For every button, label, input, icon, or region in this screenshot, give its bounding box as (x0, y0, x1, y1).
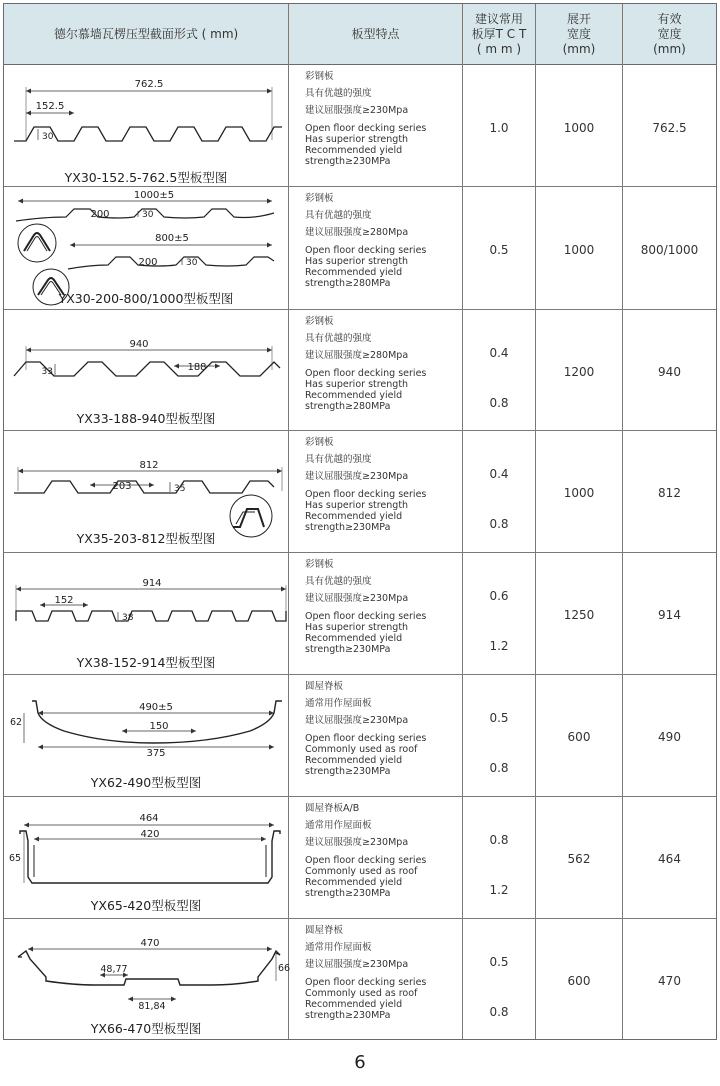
profile-caption: YX38-152-914型板型图 (76, 655, 216, 670)
dimension-label: 490±5 (139, 702, 173, 713)
header-effective-line1: 有效 (657, 11, 682, 26)
header-unfold-line1: 展开 (566, 11, 591, 26)
feature-cn-line: 通常用作屋面板 (305, 698, 372, 709)
header-thickness (463, 4, 535, 64)
header-unfold-width (536, 4, 622, 64)
feature-en-line: strength≥230MPa (305, 522, 391, 533)
effective-width-value: 940 (658, 365, 681, 379)
table-header (4, 4, 716, 65)
effective-width-value: 490 (658, 730, 681, 744)
effective-width-value: 464 (658, 852, 681, 866)
dimension-label: 38 (122, 613, 134, 623)
feature-cn-line: 圆屋脊板 (305, 681, 344, 692)
header-section-form (4, 4, 288, 64)
feature-cn-line: 彩钢板 (305, 316, 334, 327)
feature-en-line: strength≥230MPa (305, 1010, 391, 1021)
thickness-value: 0.8 (489, 1005, 509, 1019)
header-effective-width (623, 4, 716, 64)
feature-cn-line: 建议屈服强度≥230Mpa (305, 105, 409, 116)
header-thickness-line1: 建议常用 (474, 11, 523, 26)
dimension-label: 464 (139, 813, 159, 824)
profile-features (305, 193, 485, 289)
dimension-label: 62 (9, 717, 23, 728)
dimension-label: 152.5 (35, 101, 65, 112)
table-row (4, 919, 716, 1039)
dimension-label: 188 (187, 362, 207, 373)
effective-width-value: 812 (658, 486, 681, 500)
header-unfold-line3: (mm) (562, 41, 596, 56)
profile-diagram (4, 431, 288, 552)
profile-diagram (4, 919, 291, 1039)
dimension-label: 30 (42, 132, 54, 142)
dimension-label: 200 (138, 257, 158, 268)
feature-en-line: Commonly used as roof (305, 866, 418, 877)
feature-cn-line: 建议屈服强度≥230Mpa (305, 715, 409, 726)
unfold-width-value: 600 (567, 974, 591, 988)
header-effective-line3: (mm) (653, 41, 686, 56)
dimension-label: 1000±5 (133, 190, 175, 201)
profile-table (3, 3, 717, 1040)
table-row (4, 553, 716, 675)
dimension-label: 762.5 (134, 79, 164, 90)
dimension-label: 940 (129, 339, 149, 350)
profile-features (305, 803, 485, 899)
header-unfold-line2: 宽度 (566, 26, 591, 41)
profile-features (305, 559, 485, 655)
feature-en-line: Has superior strength (305, 134, 409, 145)
feature-cn-line: 建议屈服强度≥230Mpa (305, 593, 409, 604)
thickness-value: 0.8 (489, 761, 509, 775)
feature-en-line: Open floor decking series (305, 489, 427, 500)
dimension-label: 30 (186, 258, 198, 268)
dimension-label: 65 (8, 853, 22, 864)
feature-en-line: Open floor decking series (305, 855, 427, 866)
feature-en-line: Recommended yield (305, 877, 403, 888)
feature-cn-line: 具有优越的强度 (305, 210, 372, 221)
thickness-value: 0.8 (489, 396, 509, 410)
profile-diagram (4, 310, 288, 430)
feature-cn-line: 圆屋脊板A/B (305, 803, 360, 814)
dimension-label: 66 (277, 963, 291, 974)
feature-en-line: Has superior strength (305, 622, 409, 633)
feature-en-line: strength≥280MPa (305, 278, 391, 289)
feature-en-line: strength≥230MPa (305, 766, 391, 777)
table-row (4, 187, 716, 310)
header-features-label: 板型特点 (351, 26, 400, 41)
feature-en-line: Open floor decking series (305, 977, 427, 988)
feature-en-line: Recommended yield (305, 999, 403, 1010)
feature-en-line: Recommended yield (305, 267, 403, 278)
table-row (4, 797, 716, 919)
thickness-value: 0.6 (489, 589, 509, 603)
feature-en-line: Open floor decking series (305, 733, 427, 744)
feature-en-line: strength≥230MPa (305, 156, 391, 167)
dimension-label: 48,77 (100, 964, 128, 975)
table-row (4, 431, 716, 553)
unfold-width-value: 1250 (563, 608, 595, 622)
feature-en-line: Recommended yield (305, 390, 403, 401)
unfold-width-value: 1200 (563, 365, 595, 379)
dimension-label: 203 (112, 481, 132, 492)
profile-diagram (4, 187, 288, 309)
profile-diagram (4, 797, 288, 918)
feature-en-line: Has superior strength (305, 379, 409, 390)
thickness-value: 0.8 (489, 833, 509, 847)
profile-caption: YX62-490型板型图 (90, 775, 202, 790)
feature-cn-line: 建议屈服强度≥280Mpa (305, 227, 409, 238)
unfold-width-value: 562 (567, 852, 591, 866)
feature-en-line: strength≥230MPa (305, 888, 391, 899)
feature-cn-line: 彩钢板 (305, 559, 334, 570)
page-number: 6 (354, 1052, 366, 1073)
thickness-value: 0.5 (489, 711, 509, 725)
profile-diagram (4, 553, 288, 674)
feature-cn-line: 建议屈服强度≥230Mpa (305, 471, 409, 482)
thickness-value: 0.5 (489, 955, 509, 969)
feature-en-line: strength≥280MPa (305, 401, 391, 412)
feature-cn-line: 具有优越的强度 (305, 88, 372, 99)
thickness-value: 0.5 (489, 243, 509, 257)
header-thickness-line2: 板厚T C T (471, 26, 527, 41)
dimension-label: 81,84 (138, 1001, 166, 1012)
profile-features (305, 925, 485, 1021)
dimension-label: 200 (90, 209, 110, 220)
profile-features (305, 71, 485, 167)
feature-cn-line: 彩钢板 (305, 193, 334, 204)
feature-cn-line: 通常用作屋面板 (305, 820, 372, 831)
feature-en-line: Open floor decking series (305, 245, 427, 256)
feature-en-line: Has superior strength (305, 256, 409, 267)
profile-diagram (4, 675, 288, 796)
feature-cn-line: 通常用作屋面板 (305, 942, 372, 953)
profile-caption: YX35-203-812型板型图 (76, 531, 216, 546)
header-features (289, 4, 462, 64)
feature-cn-line: 建议屈服强度≥280Mpa (305, 350, 409, 361)
feature-en-line: Recommended yield (305, 145, 403, 156)
thickness-value: 0.4 (489, 467, 509, 481)
thickness-value: 1.2 (489, 639, 509, 653)
table-row (4, 310, 716, 431)
effective-width-value: 914 (658, 608, 681, 622)
dimension-label: 150 (149, 721, 169, 732)
dimension-label: 375 (146, 748, 166, 759)
profile-features (305, 316, 485, 412)
feature-cn-line: 建议屈服强度≥230Mpa (305, 959, 409, 970)
dimension-label: 33 (41, 367, 53, 377)
feature-en-line: Open floor decking series (305, 368, 427, 379)
feature-en-line: Recommended yield (305, 511, 403, 522)
unfold-width-value: 1000 (563, 121, 595, 135)
profile-diagram (4, 65, 288, 186)
feature-en-line: Open floor decking series (305, 611, 427, 622)
feature-en-line: Commonly used as roof (305, 744, 418, 755)
effective-width-value: 470 (658, 974, 681, 988)
thickness-value: 0.4 (489, 346, 509, 360)
profile-caption: YX33-188-940型板型图 (76, 411, 216, 426)
profile-features (305, 681, 485, 777)
unfold-width-value: 1000 (563, 486, 595, 500)
dimension-label: 914 (142, 578, 162, 589)
profile-caption: YX65-420型板型图 (90, 898, 202, 913)
profile-features (305, 437, 485, 533)
profile-caption: YX66-470型板型图 (90, 1021, 202, 1036)
feature-cn-line: 彩钢板 (305, 437, 334, 448)
feature-cn-line: 建议屈服强度≥230Mpa (305, 837, 409, 848)
feature-en-line: Has superior strength (305, 500, 409, 511)
dimension-label: 30 (142, 210, 154, 220)
unfold-width-value: 1000 (563, 243, 595, 257)
dimension-label: 152 (54, 595, 74, 606)
dimension-label: 35 (174, 484, 186, 494)
feature-en-line: strength≥230MPa (305, 644, 391, 655)
feature-en-line: Commonly used as roof (305, 988, 418, 999)
feature-en-line: Open floor decking series (305, 123, 427, 134)
dimension-label: 470 (140, 938, 160, 949)
effective-width-value: 762.5 (652, 121, 687, 135)
table-row (4, 675, 716, 797)
unfold-width-value: 600 (567, 730, 591, 744)
feature-cn-line: 圆屋脊板 (305, 925, 344, 936)
dimension-label: 812 (139, 460, 159, 471)
dimension-label: 420 (140, 829, 160, 840)
feature-cn-line: 具有优越的强度 (305, 454, 372, 465)
feature-en-line: Recommended yield (305, 755, 403, 766)
feature-cn-line: 具有优越的强度 (305, 333, 372, 344)
thickness-value: 1.0 (489, 121, 509, 135)
thickness-value: 1.2 (489, 883, 509, 897)
profile-caption: YX30-200-800/1000型板型图 (58, 291, 234, 306)
header-section-form-label: 德尔慕墙瓦楞压型截面形式 ( mm) (53, 26, 239, 41)
profile-caption: YX30-152.5-762.5型板型图 (64, 170, 228, 185)
table-row (4, 65, 716, 187)
feature-cn-line: 彩钢板 (305, 71, 334, 82)
dimension-label: 800±5 (155, 233, 189, 244)
header-thickness-line3: ( m m ) (476, 41, 522, 56)
thickness-value: 0.8 (489, 517, 509, 531)
effective-width-value: 800/1000 (640, 243, 699, 257)
header-effective-line2: 宽度 (657, 26, 682, 41)
feature-cn-line: 具有优越的强度 (305, 576, 372, 587)
feature-en-line: Recommended yield (305, 633, 403, 644)
